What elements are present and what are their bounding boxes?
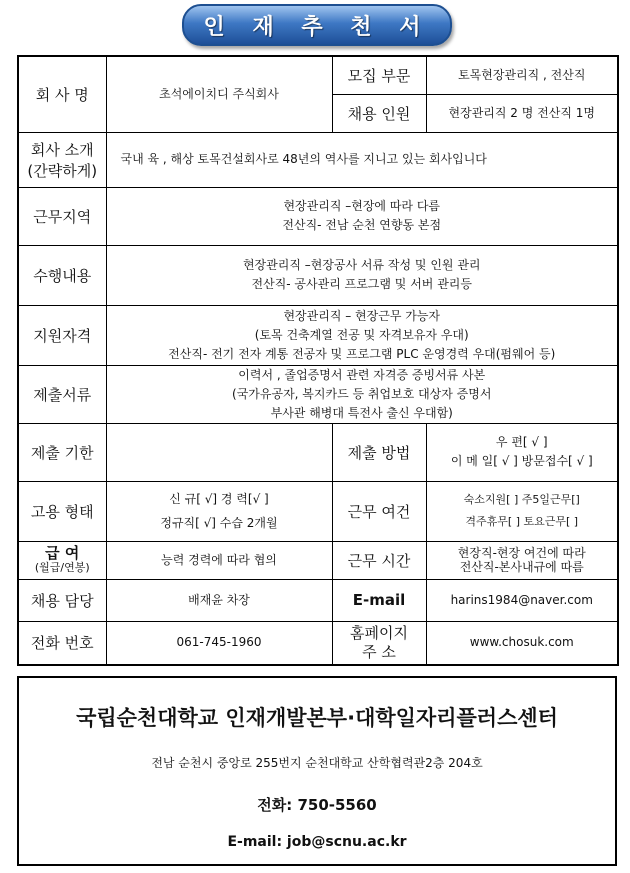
recruit-dept-label: 모집 부문 <box>332 56 426 94</box>
recruit-dept-value: 토목현장관리직 , 전산직 <box>426 56 618 94</box>
intro-value: 국내 육 , 해상 토목건설회사로 48년의 역사를 지니고 있는 회사입니다 <box>106 132 618 187</box>
work-conditions-line1: 숙소지원[ ] 주5일근무[] <box>463 493 580 506</box>
documents-label: 제출서류 <box>18 365 106 423</box>
email-value: harins1984@naver.com <box>426 579 618 621</box>
hires-value: 현장관리직 2 명 전산직 1명 <box>426 94 618 132</box>
intro-label-line1: 회사 소개 <box>30 140 94 159</box>
qualification-line2: (토목 건축계열 전공 및 자격보유자 우대) <box>254 327 469 342</box>
hires-label: 채용 인원 <box>332 94 426 132</box>
employment-type-value <box>106 481 332 541</box>
documents-line2: (국가유공자, 복지카드 등 취업보호 대상자 증명서 <box>232 386 492 401</box>
location-line1: 현장관리직 –현장에 따라 다름 <box>283 199 441 213</box>
submit-method-line1: 우 편[ √ ] <box>495 435 548 449</box>
manager-value: 배재윤 차장 <box>106 579 332 621</box>
company-name-value: 초석에이치디 주식회사 <box>106 56 332 132</box>
submit-method-line2: 이 메 일[ √ ] 방문접수[ √ ] <box>450 454 593 468</box>
submit-method-value <box>426 423 618 481</box>
work-hours-label: 근무 시간 <box>332 541 426 579</box>
duties-line1: 현장관리직 –현장공사 서류 작성 및 인원 관리 <box>242 258 481 272</box>
employment-type-line1: 신 규[ √] 경 력[√ ] <box>169 492 269 506</box>
qualification-value <box>106 305 618 365</box>
location-label: 근무지역 <box>18 187 106 245</box>
intro-label-line2: (간략하게) <box>27 161 98 180</box>
homepage-label-line1: 홈페이지 <box>350 623 408 642</box>
homepage-label <box>332 621 426 665</box>
qualification-label: 지원자격 <box>18 305 106 365</box>
deadline-label: 제출 기한 <box>18 423 106 481</box>
work-conditions-value <box>426 481 618 541</box>
footer-email: E-mail: job@scnu.ac.kr <box>227 834 407 850</box>
location-line2: 전산직- 전남 순천 연향동 본점 <box>282 218 442 232</box>
work-conditions-line2: 격주휴무[ ] 토요근무[ ] <box>465 515 579 528</box>
salary-value: 능력 경력에 따라 협의 <box>106 541 332 579</box>
footer-box <box>17 676 617 866</box>
duties-value <box>106 245 618 305</box>
employment-type-label: 고용 형태 <box>18 481 106 541</box>
documents-line1: 이력서 , 졸업증명서 관련 자격증 증빙서류 사본 <box>238 367 486 382</box>
salary-label-line2: (월급/연봉) <box>34 561 90 574</box>
work-hours-line2: 전산직-본사내규에 따름 <box>459 560 584 574</box>
manager-label: 채용 담당 <box>18 579 106 621</box>
email-label: E-mail <box>332 579 426 621</box>
location-value <box>106 187 618 245</box>
submit-method-label: 제출 방법 <box>332 423 426 481</box>
documents-line3: 부사관 해병대 특전사 출신 우대함) <box>270 405 453 420</box>
qualification-line1: 현장관리직 – 현장근무 가능자 <box>283 308 441 323</box>
company-name-label: 회 사 명 <box>18 56 106 132</box>
documents-value <box>106 365 618 423</box>
work-hours-value <box>426 541 618 579</box>
footer-address: 전남 순천시 중앙로 255번지 순천대학교 산학협력관2층 204호 <box>151 756 483 770</box>
phone-value: 061-745-1960 <box>106 621 332 665</box>
document-title: 인 재 추 천 서 <box>182 4 452 46</box>
work-conditions-label: 근무 여건 <box>332 481 426 541</box>
footer-phone: 전화: 750-5560 <box>257 796 377 814</box>
salary-label <box>18 541 106 579</box>
salary-label-line1: 급 여 <box>45 544 80 562</box>
duties-label: 수행내용 <box>18 245 106 305</box>
homepage-value: www.chosuk.com <box>426 621 618 665</box>
employment-type-line2: 정규직[ √] 수습 2개월 <box>160 516 278 530</box>
qualification-line3: 전산직- 전기 전자 계통 전공자 및 프로그램 PLC 운영경력 우대(펌웨어 등) <box>168 346 556 361</box>
work-hours-line1: 현장직-현장 여건에 따라 <box>457 546 586 560</box>
footer-org: 국립순천대학교 인재개발본부·대학일자리플러스센터 <box>76 706 558 730</box>
phone-label: 전화 번호 <box>18 621 106 665</box>
recommendation-form <box>17 55 619 666</box>
duties-line2: 전산직- 공사관리 프로그램 및 서버 관리등 <box>251 277 472 291</box>
homepage-label-line2: 주 소 <box>362 642 396 661</box>
deadline-value <box>106 423 332 481</box>
intro-label <box>18 132 106 187</box>
